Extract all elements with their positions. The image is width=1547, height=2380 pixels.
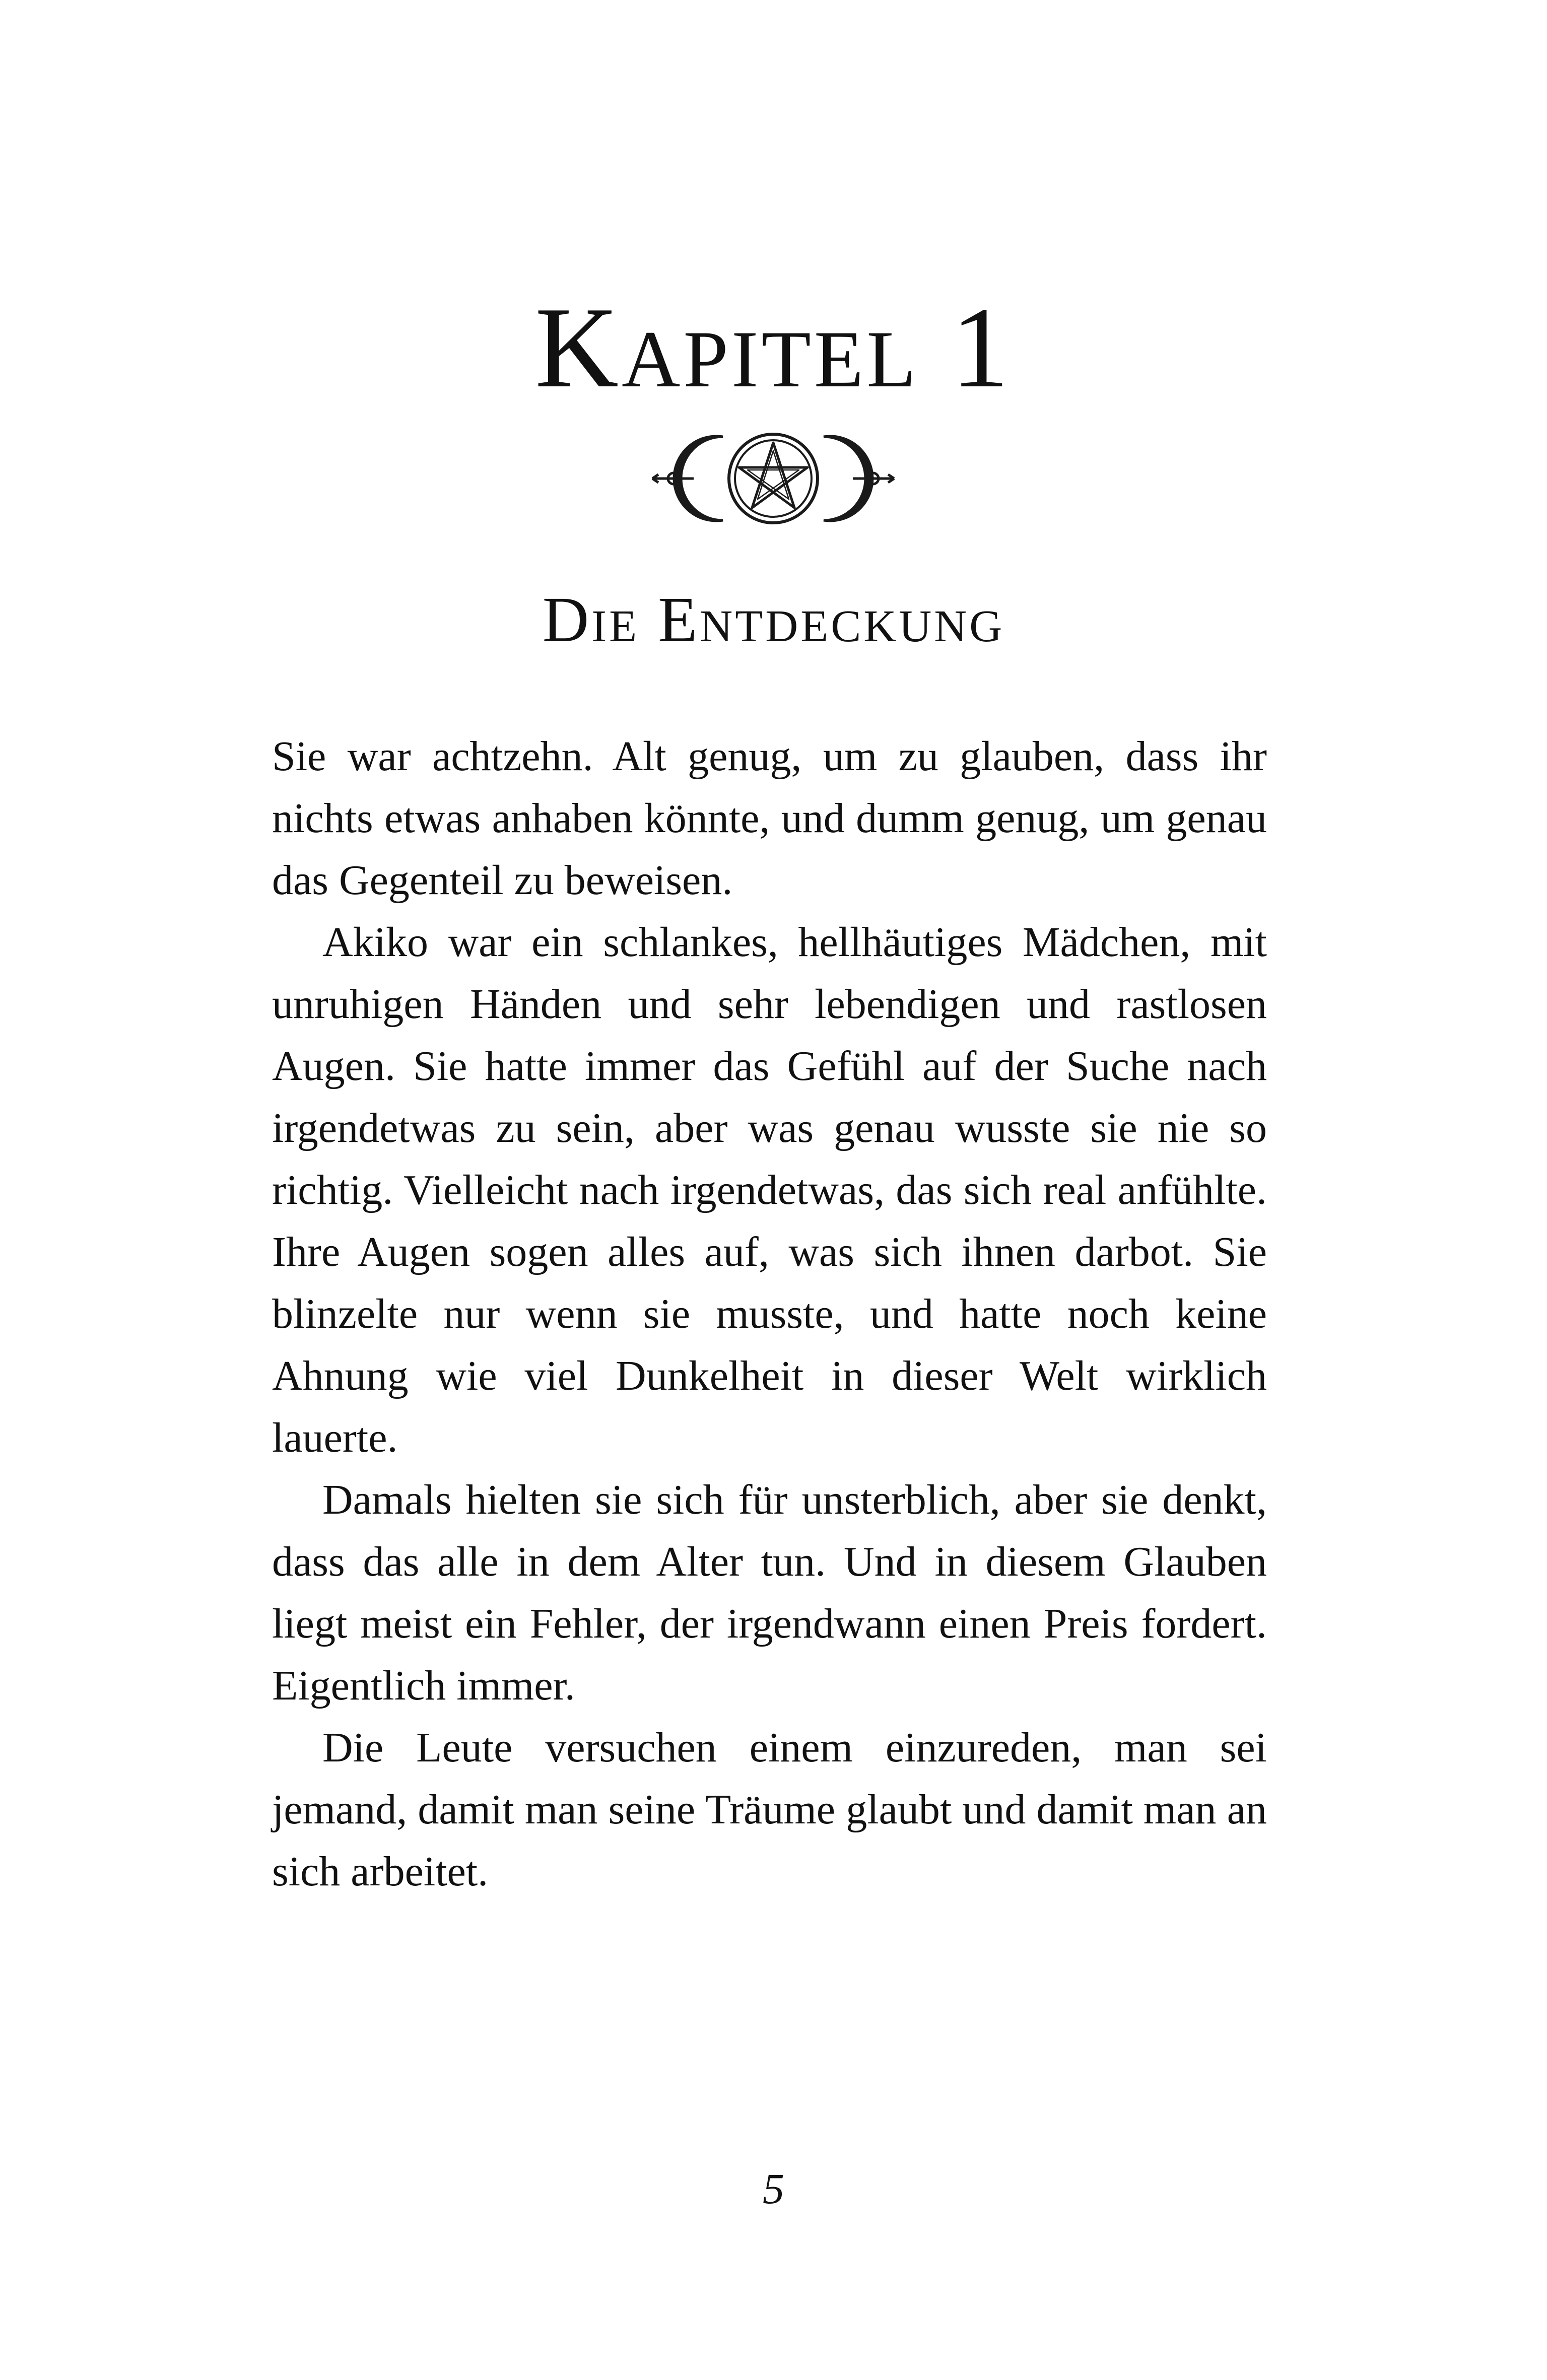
paragraph: Damals hielten sie sich für unsterblich, aber sie denkt, dass das alle in dem Alter tun. Und in diesem Glauben liegt meist ein Fehler, der irgendwann einen Preis fordert. Eigentlich immer. bbox=[272, 1476, 1267, 1709]
triple-moon-pentagram-icon bbox=[647, 426, 899, 531]
paragraph: Sie war achtzehn. Alt genug, um zu glauben, dass ihr nichts etwas anhaben könnte, und dumm genug, um genau das Gegenteil zu beweisen. bbox=[272, 733, 1267, 904]
paragraph: Akiko war ein schlankes, hellhäutiges Mädchen, mit unruhigen Händen und sehr lebendigen und rastlosen Augen. Sie hatte immer das Gefühl auf der Suche nach irgendetwas zu sein, aber was genau wusste sie nie so richtig. Vielleicht nach irgendetwas, das sich real anfühlte. Ihre Augen sogen alles auf, was sich ihnen darbot. Sie blinzelte nur wenn sie musste, und hatte noch keine Ahnung wie viel Dunkelheit in dieser Welt wirklich lauerte. bbox=[272, 919, 1267, 1461]
chapter-title: Kapitel 1 bbox=[534, 283, 1013, 412]
chapter-body bbox=[272, 725, 1267, 1902]
paragraph: Die Leute versuchen einem einzureden, man sei jemand, damit man seine Träume glaubt und damit man an sich arbeitet. bbox=[272, 1724, 1267, 1895]
page-number: 5 bbox=[763, 2164, 784, 2213]
chapter-subtitle: Die Entdeckung bbox=[542, 584, 1005, 655]
